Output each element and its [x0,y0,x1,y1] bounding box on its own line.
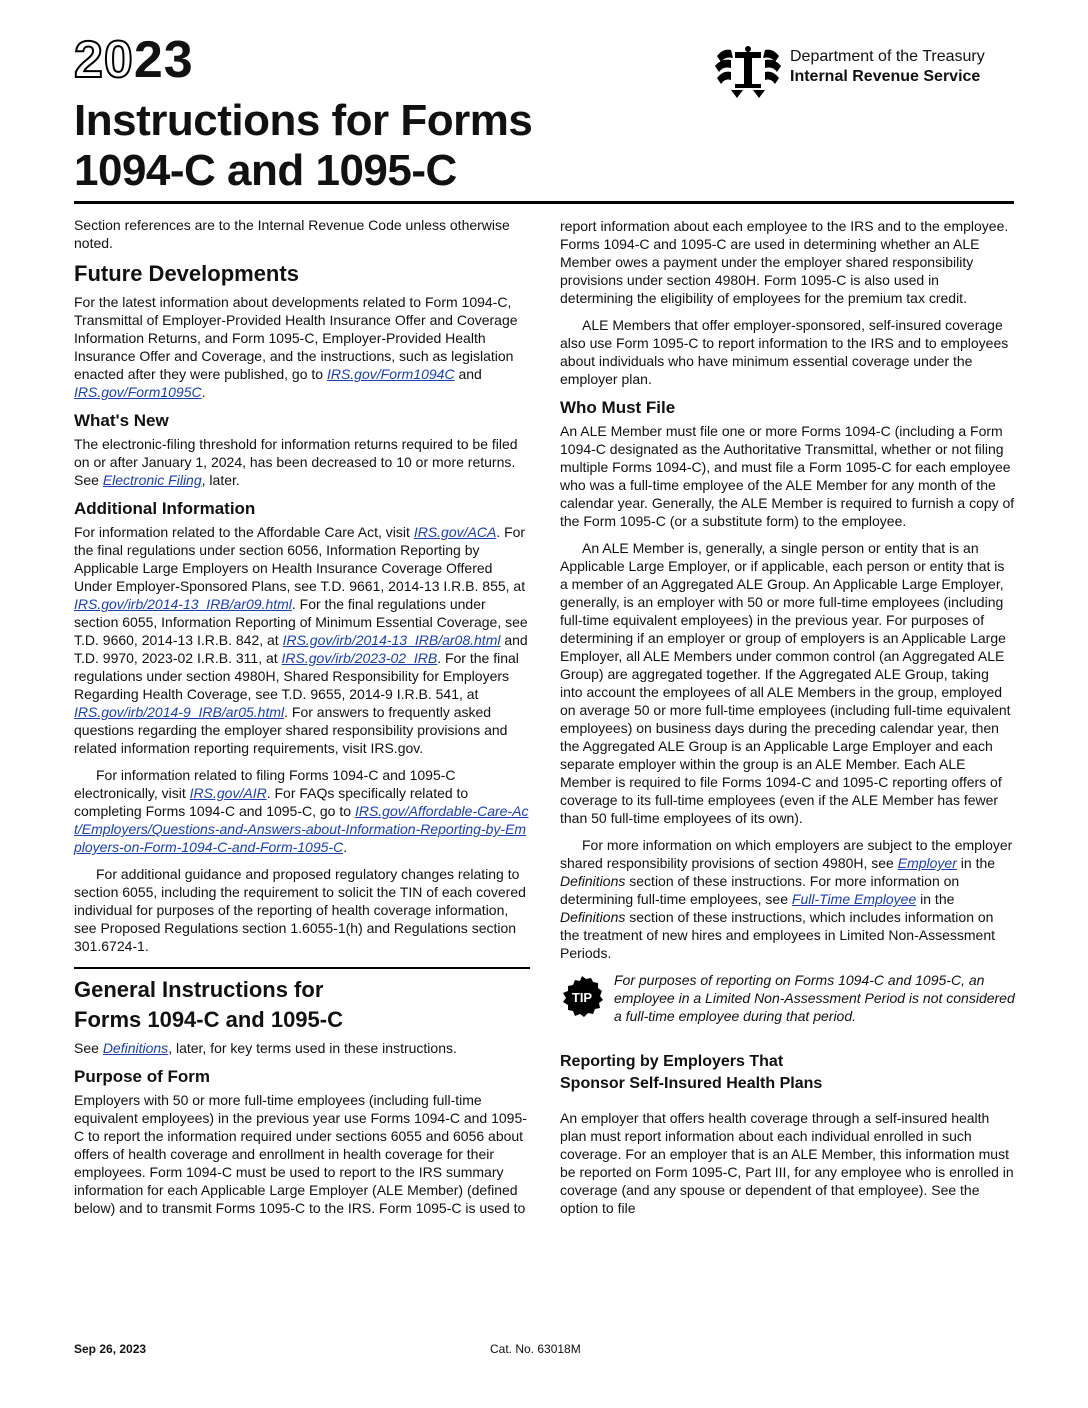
footer-catalog-number: Cat. No. 63018M [490,1342,581,1356]
definitions-link[interactable]: Definitions [102,1040,169,1056]
who-must-file-heading: Who Must File [560,398,676,417]
tip-text: For purposes of reporting on Forms 1094-C and 1095-C, an employee in a Limited Non-Assessment Period is not considered a full-time employee during that period. [614,972,1015,1024]
reporting-self-insured-text: An employer that offers health coverage through a self-insured health plan must report information about each individual enrolled in such coverage. For an employer that is an ALE Member, this information must be reported on Form 1095-C, Part III, for any employee who is enrolled in coverage (and any spouse or dependent of that employee). See the option to file [560,1110,1014,1216]
agency-block [790,47,985,87]
future-developments-text: For the latest information about developments related to Form 1094-C, Transmittal of Employer-Provided Health Insurance Offer and Coverage Information Returns, and Form 1095-C, Employer-Provided Health Insurance Offer and Coverage, and the instructions, such as legislation enacted after they were published, go to IRS.gov/Form1094C and IRS.gov/Form1095C. [74,294,518,400]
purpose-continued-text: report information about each employee to the IRS and to the employee. Forms 1094-C and 1095-C are used in determining whether an ALE Member owes a payment under the employer shared responsibility provisions under section 4980H. Form 1095-C is also used in determining the eligibility of employees for the premium tax credit. [560,218,1009,306]
whats-new-text: The electronic-filing threshold for information returns required to be filed on or after January 1, 2024, has been decreased to 10 or more returns. See Electronic Filing, later. [74,436,518,488]
form-year [74,31,194,89]
additional-information-p3: For additional guidance and proposed regulatory changes relating to section 6055, including the requirement to solicit the TIN of each covered individual for purposes of the reporting of health coverage information, see Proposed Regulations section 1.6055-1(h) and Regulations section 301.6724-1. [74,866,526,954]
tip-badge-icon [560,975,604,1019]
title-line-2: 1094-C and 1095-C [74,146,457,195]
intro-text: Section references are to the Internal Revenue Code unless otherwise noted. [74,217,510,251]
irb-2014-13-ar09-link[interactable]: IRS.gov/irb/2014-13_IRB/ar09.html [74,596,292,612]
section-divider [74,967,530,969]
reporting-self-insured-heading: Reporting by Employers That Sponsor Self-Insured Health Plans [560,1053,823,1092]
purpose-of-form-heading: Purpose of Form [74,1067,211,1086]
agency-department: Department of the Treasury [790,48,985,65]
purpose-of-form-text: Employers with 50 or more full-time employees (including full-time equivalent employees) in the previous year use Forms 1094-C and 1095-C to report the information required under sections 6055 and 6056 about offers of health coverage and enrollment in health coverage for their employees. Form 1094-C must be used to report to the IRS summary information for each Applicable Large Employer (ALE Member) (defined below) and to transmit Forms 1095-C to the IRS. Form 1095-C is used to [74,1092,527,1216]
who-must-file-p3: For more information on which employers are subject to the employer shared responsibility provisions of section 4980H, see Employer in the Definitions section of these instructions. For more information on determining full-time employees, see Full-Time Employee in the Definitions section of these instructions, which includes information on the treatment of new hires and employees in Limited Non-Assessment Periods. [560,837,1013,961]
header-divider [74,201,1014,204]
future-developments-heading: Future Developments [74,261,299,286]
additional-information-p2: For information related to filing Forms 1094-C and 1095-C electronically, visit IRS.gov/AIR. For FAQs specifically related to completing Forms 1094-C and 1095-C, go to IRS.gov/Affordable-Care-Act/Employers/Questions-and-Answers-about-Information-Reporting-by-Employers-on-Form-1094-C-and-Form-1095-C. [74,767,529,855]
footer-date: Sep 26, 2023 [74,1342,147,1356]
agency-irs: Internal Revenue Service [790,68,981,85]
left-column [74,216,530,1226]
irb-2014-9-ar05-link[interactable]: IRS.gov/irb/2014-9_IRB/ar05.html [74,704,285,720]
document-title [74,96,532,196]
title-line-1: Instructions for Forms [74,96,533,145]
electronic-filing-link[interactable]: Electronic Filing [102,472,202,488]
irs-eagle-logo-icon [713,44,783,100]
irb-2023-02-link[interactable]: IRS.gov/irb/2023-02_IRB [281,650,438,666]
form1094c-link[interactable]: IRS.gov/Form1094C [326,366,455,382]
form1095c-link[interactable]: IRS.gov/Form1095C [74,384,202,400]
tip-callout [560,971,1015,1025]
additional-information-p1: For information related to the Affordable Care Act, visit IRS.gov/ACA. For the final regulations under section 6056, Information Reporting by Applicable Large Employers on Health Insurance Coverage Offered Under Employer-Sponsored Plans, see T.D. 9661, 2014-13 I.R.B. 855, at IRS.gov/irb/2014-13_IRB/ar09.html. For the final regulations under section 6055, Information Reporting of Minimum Essential Coverage, see T.D. 9660, 2014-13 I.R.B. 842, at IRS.gov/irb/2014-13_IRB/ar08.html and T.D. 9970, 2023-02 I.R.B. 311, at IRS.gov/irb/2023-02_IRB. For the final regulations under section 4980H, Shared Responsibility for Employers Regarding Health Coverage, see T.D. 9655, 2014-9 I.R.B. 541, at IRS.gov/irb/2014-9_IRB/ar05.html. For answers to frequently asked questions regarding the employer shared responsibility provisions and related information reporting requirements, visit IRS.gov. [74,524,528,756]
year-solid-digits: 23 [133,31,194,89]
who-must-file-p1: An ALE Member must file one or more Forms 1094-C (including a Form 1094-C designated as the Authoritative Transmittal, whether or not filing multiple Forms 1094-C), and must file a Form 1095-C for each employee who was a full-time employee of the ALE Member for any month of the calendar year. Generally, the ALE Member is required to furnish a copy of the Form 1095-C (or a substitute form) to the employee. [560,423,1015,529]
irb-2014-13-ar08-link[interactable]: IRS.gov/irb/2014-13_IRB/ar08.html [282,632,501,648]
additional-information-heading: Additional Information [74,499,256,518]
general-see-definitions: See Definitions, later, for key terms used in these instructions. [74,1040,457,1056]
svg-text:TIP: TIP [571,990,593,1005]
aca-link[interactable]: IRS.gov/ACA [413,524,497,540]
full-time-employee-link[interactable]: Full-Time Employee [791,891,917,907]
year-outline-digits: 20 [74,31,134,89]
who-must-file-p2: An ALE Member is, generally, a single person or entity that is an Applicable Large Employer, or if applicable, each person or entity that is a member of an Aggregated ALE Group. An Applicable Large Employer, generally, is an employer with 50 or more full-time employees (including full-time equivalent employees) in the previous year. For purposes of determining if an employer or group of employers is an Applicable Large Employer, all ALE Members under common control (an Aggregated ALE Group) are aggregated together. If the Aggregated ALE Group, taking into account the employees of all ALE Members in the group, employed on average 50 or more full-time employees (including full-time equivalent employees) on business days during the preceding calendar year, then the Aggregated ALE Group is an Applicable Large Employer and each separate employer within the group is an ALE Member. Each ALE Member is required to file Forms 1094-C and 1095-C reporting offers of coverage to its full-time employees (even if the ALE Member has fewer than 50 full-time employees of its own). [560,540,1011,826]
whats-new-heading: What's New [74,411,169,430]
right-column [560,217,1015,1226]
air-link[interactable]: IRS.gov/AIR [189,785,267,801]
employer-link[interactable]: Employer [897,855,957,871]
faq-link[interactable]: IRS.gov/Affordable-Care-Act/Employers/Questions-and-Answers-about-Information-Reporting-by-Employers-on-Form-1094-C-and-Form-1095-C [74,803,529,855]
ale-self-insured-text: ALE Members that offer employer-sponsored, self-insured coverage also use Form 1095-C to report information to the IRS and to employees about individuals who have minimum essential coverage under the employer plan. [560,317,1009,387]
general-instructions-heading: General Instructions for Forms 1094-C and 1095-C [74,977,343,1032]
